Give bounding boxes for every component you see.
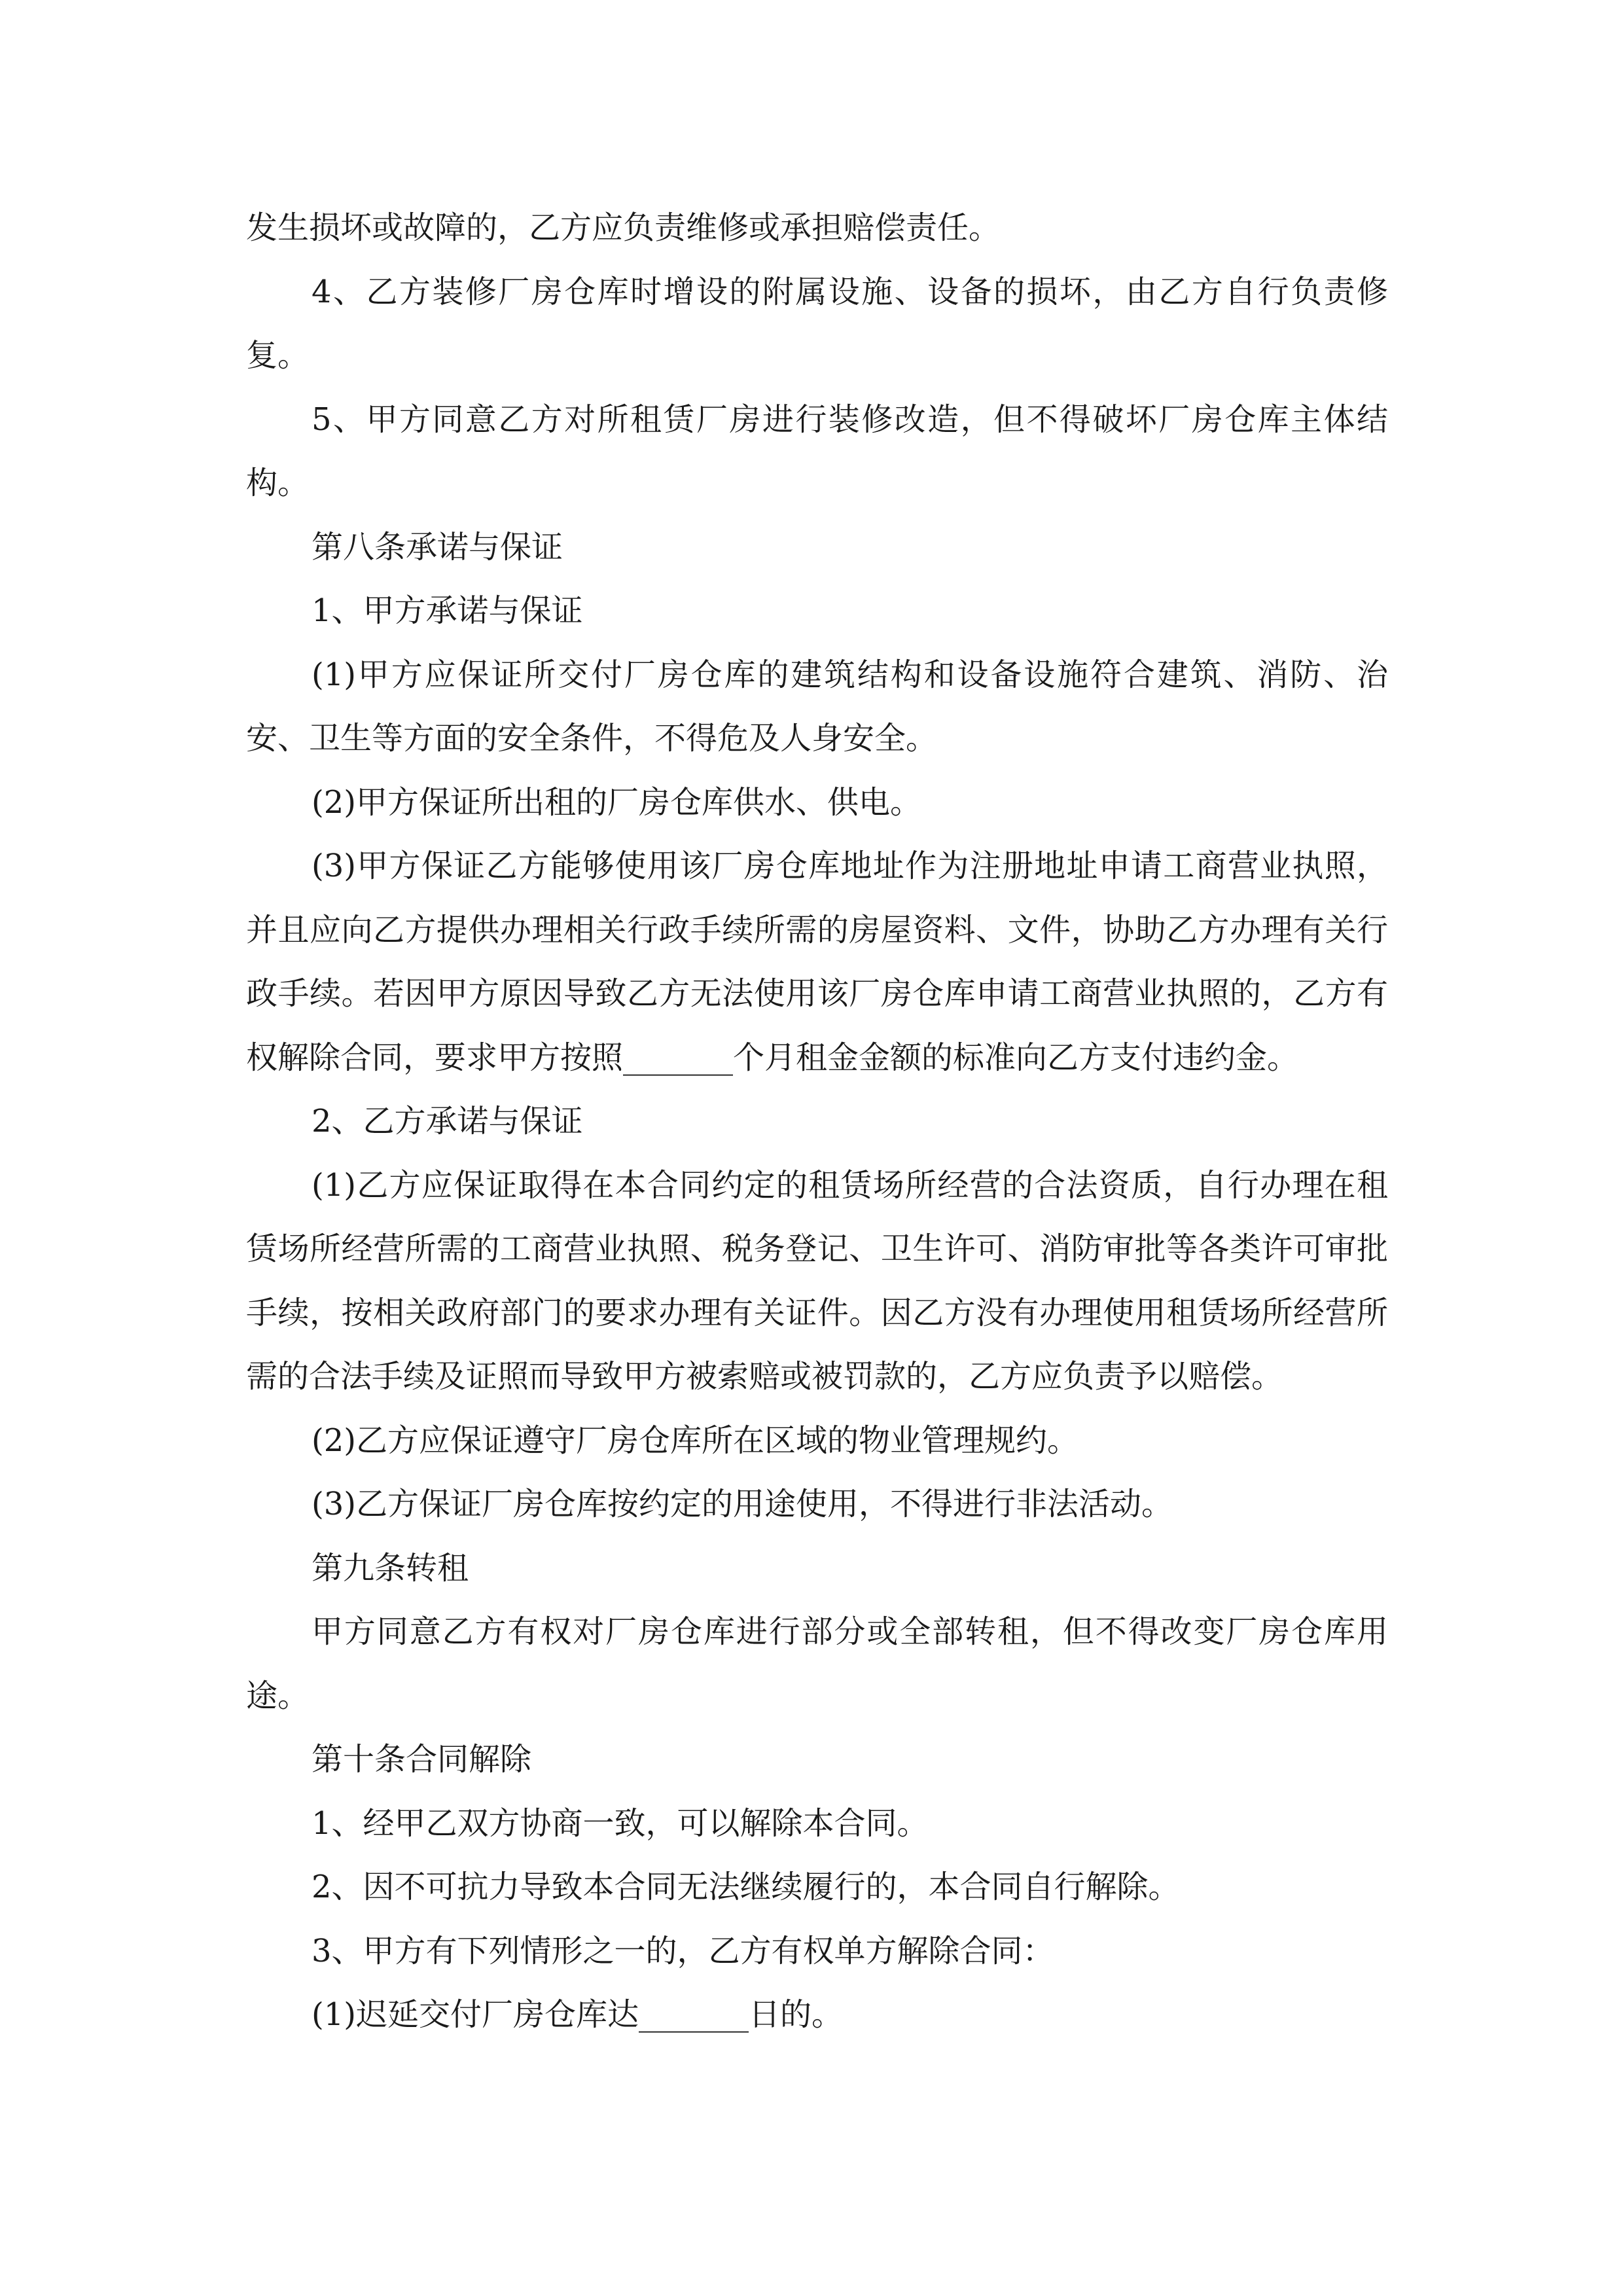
paragraph: (1)迟延交付厂房仓库达_______日的。: [312, 1996, 843, 2033]
section-heading: 第八条承诺与保证: [312, 528, 563, 565]
section-heading: 第十条合同解除: [312, 1741, 532, 1778]
document-body: [246, 196, 1388, 2047]
paragraph: (3)乙方保证厂房仓库按约定的用途使用，不得进行非法活动。: [312, 1486, 1173, 1522]
paragraph: (2)乙方应保证遵守厂房仓库所在区域的物业管理规约。: [312, 1422, 1079, 1459]
paragraph: 1、经甲乙双方协商一致，可以解除本合同。: [312, 1804, 929, 1842]
paragraph: (3)甲方保证乙方能够使用该厂房仓库地址作为注册地址申请工商营业执照，并且应向乙方提供办理相关行政手续所需的房屋资料、文件，协助乙方办理有关行政手续。若因甲方原因导致乙方无法使用该厂房仓库申请工商营业执照的，乙方有权解除合同，要求甲方按照_______个月租金金额的标准向乙方支付违约金。: [246, 848, 1388, 1076]
paragraph: (1)乙方应保证取得在本合同约定的租赁场所经营的合法资质，自行办理在租赁场所经营所需的工商营业执照、税务登记、卫生许可、消防审批等各类许可审批手续，按相关政府部门的要求办理有关证件。因乙方没有办理使用租赁场所经营所需的合法手续及证照而导致甲方被索赔或被罚款的，乙方应负责予以赔偿。: [246, 1166, 1388, 1395]
subsection-heading: 1、甲方承诺与保证: [312, 592, 583, 629]
paragraph: 5、甲方同意乙方对所租赁厂房进行装修改造，但不得破坏厂房仓库主体结构。: [246, 401, 1388, 501]
paragraph: (1)甲方应保证所交付厂房仓库的建筑结构和设备设施符合建筑、消防、治安、卫生等方面的安全条件，不得危及人身安全。: [246, 656, 1388, 757]
paragraph: 发生损坏或故障的，乙方应负责维修或承担赔偿责任。: [246, 209, 1001, 246]
paragraph: 4、乙方装修厂房仓库时增设的附属设施、设备的损坏，由乙方自行负责修复。: [246, 273, 1388, 374]
subsection-heading: 2、乙方承诺与保证: [312, 1103, 583, 1139]
paragraph: 3、甲方有下列情形之一的，乙方有权单方解除合同：: [312, 1932, 1054, 1969]
paragraph: (2)甲方保证所出租的厂房仓库供水、供电。: [312, 783, 921, 821]
section-heading: 第九条转租: [312, 1549, 469, 1587]
paragraph: 2、因不可抗力导致本合同无法继续履行的，本合同自行解除。: [312, 1869, 1180, 1905]
paragraph: 甲方同意乙方有权对厂房仓库进行部分或全部转租，但不得改变厂房仓库用途。: [246, 1613, 1388, 1714]
